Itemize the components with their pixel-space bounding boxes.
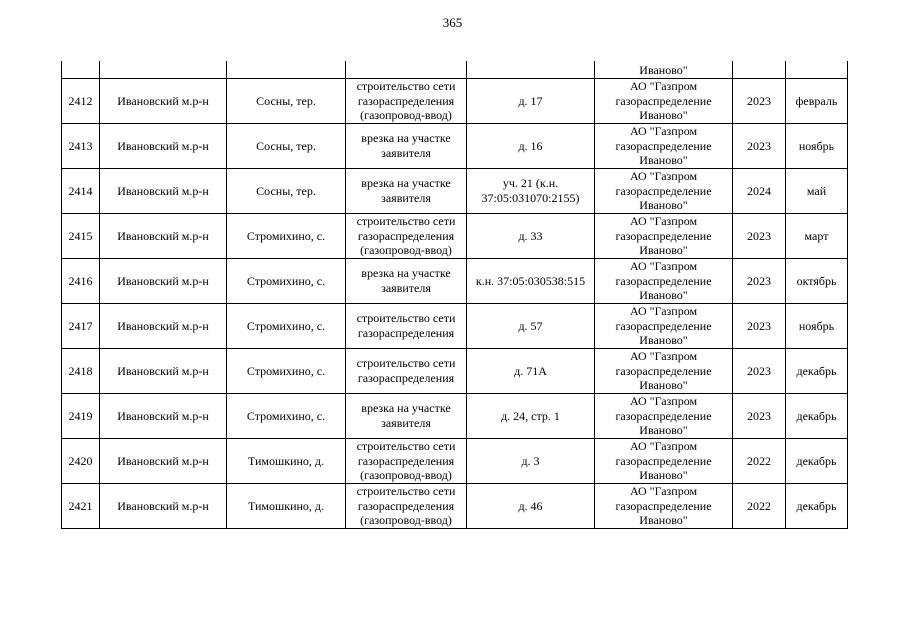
page-number: 365 [442, 15, 463, 30]
year-cell: 2023 [733, 79, 786, 124]
table-row [62, 79, 848, 124]
address-cell: д. 33 [467, 214, 595, 259]
table-row [62, 169, 848, 214]
supplier-cell: АО "Газпром газораспределение Иваново" [595, 394, 733, 439]
row-number: 2416 [62, 259, 100, 304]
cont-month-cell [786, 61, 848, 79]
locality-cell: Стромихино, с. [227, 394, 346, 439]
locality-cell: Стромихино, с. [227, 259, 346, 304]
address-cell: д. 17 [467, 79, 595, 124]
district-cell: Ивановский м.р-н [100, 124, 227, 169]
cont-locality-cell [227, 61, 346, 79]
table-row [62, 349, 848, 394]
district-cell: Ивановский м.р-н [100, 169, 227, 214]
row-number: 2419 [62, 394, 100, 439]
table-row [62, 484, 848, 529]
month-cell: октябрь [786, 259, 848, 304]
year-cell: 2023 [733, 124, 786, 169]
month-cell: декабрь [786, 394, 848, 439]
work-type-cell: врезка на участке заявителя [346, 394, 467, 439]
row-number: 2418 [62, 349, 100, 394]
year-cell: 2024 [733, 169, 786, 214]
row-number: 2415 [62, 214, 100, 259]
locality-cell: Тимошкино, д. [227, 484, 346, 529]
cont-num-cell [62, 61, 100, 79]
district-cell: Ивановский м.р-н [100, 79, 227, 124]
month-cell: февраль [786, 79, 848, 124]
district-cell: Ивановский м.р-н [100, 394, 227, 439]
supplier-cell: АО "Газпром газораспределение Иваново" [595, 169, 733, 214]
table-row [62, 304, 848, 349]
supplier-cell: АО "Газпром газораспределение Иваново" [595, 349, 733, 394]
table-row [62, 259, 848, 304]
supplier-cell: АО "Газпром газораспределение Иваново" [595, 214, 733, 259]
work-type-cell: строительство сети газораспределения (газопровод-ввод) [346, 439, 467, 484]
address-cell: д. 57 [467, 304, 595, 349]
locality-cell: Стромихино, с. [227, 214, 346, 259]
supplier-cell: АО "Газпром газораспределение Иваново" [595, 259, 733, 304]
supplier-cell: АО "Газпром газораспределение Иваново" [595, 439, 733, 484]
supplier-cell: АО "Газпром газораспределение Иваново" [595, 124, 733, 169]
row-number: 2417 [62, 304, 100, 349]
district-cell: Ивановский м.р-н [100, 304, 227, 349]
year-cell: 2023 [733, 259, 786, 304]
address-cell: уч. 21 (к.н. 37:05:031070:2155) [467, 169, 595, 214]
table-row [62, 439, 848, 484]
address-cell: д. 16 [467, 124, 595, 169]
month-cell: май [786, 169, 848, 214]
district-cell: Ивановский м.р-н [100, 349, 227, 394]
address-cell: д. 71А [467, 349, 595, 394]
work-type-cell: строительство сети газораспределения (газопровод-ввод) [346, 79, 467, 124]
work-type-cell: врезка на участке заявителя [346, 124, 467, 169]
locality-cell: Тимошкино, д. [227, 439, 346, 484]
year-cell: 2023 [733, 304, 786, 349]
locality-cell: Стромихино, с. [227, 304, 346, 349]
locality-cell: Сосны, тер. [227, 124, 346, 169]
cont-work-cell [346, 61, 467, 79]
cont-supplier-cell: Иваново" [595, 61, 733, 79]
district-cell: Ивановский м.р-н [100, 214, 227, 259]
work-type-cell: строительство сети газораспределения [346, 349, 467, 394]
row-number: 2414 [62, 169, 100, 214]
year-cell: 2023 [733, 214, 786, 259]
locality-cell: Сосны, тер. [227, 169, 346, 214]
month-cell: декабрь [786, 484, 848, 529]
cont-address-cell [467, 61, 595, 79]
year-cell: 2022 [733, 439, 786, 484]
work-type-cell: строительство сети газораспределения (газопровод-ввод) [346, 214, 467, 259]
work-type-cell: врезка на участке заявителя [346, 259, 467, 304]
continuation-row [62, 61, 848, 79]
row-number: 2421 [62, 484, 100, 529]
cont-year-cell [733, 61, 786, 79]
month-cell: март [786, 214, 848, 259]
district-cell: Ивановский м.р-н [100, 484, 227, 529]
supplier-cell: АО "Газпром газораспределение Иваново" [595, 484, 733, 529]
row-number: 2412 [62, 79, 100, 124]
address-cell: к.н. 37:05:030538:515 [467, 259, 595, 304]
work-type-cell: строительство сети газораспределения [346, 304, 467, 349]
district-cell: Ивановский м.р-н [100, 439, 227, 484]
locality-cell: Стромихино, с. [227, 349, 346, 394]
gasification-table [61, 61, 848, 529]
address-cell: д. 46 [467, 484, 595, 529]
year-cell: 2023 [733, 394, 786, 439]
month-cell: декабрь [786, 439, 848, 484]
row-number: 2420 [62, 439, 100, 484]
address-cell: д. 3 [467, 439, 595, 484]
work-type-cell: врезка на участке заявителя [346, 169, 467, 214]
work-type-cell: строительство сети газораспределения (газопровод-ввод) [346, 484, 467, 529]
month-cell: декабрь [786, 349, 848, 394]
year-cell: 2023 [733, 349, 786, 394]
cont-district-cell [100, 61, 227, 79]
table-row [62, 214, 848, 259]
table-row [62, 124, 848, 169]
table-row [62, 394, 848, 439]
locality-cell: Сосны, тер. [227, 79, 346, 124]
address-cell: д. 24, стр. 1 [467, 394, 595, 439]
year-cell: 2022 [733, 484, 786, 529]
supplier-cell: АО "Газпром газораспределение Иваново" [595, 79, 733, 124]
row-number: 2413 [62, 124, 100, 169]
district-cell: Ивановский м.р-н [100, 259, 227, 304]
month-cell: ноябрь [786, 124, 848, 169]
supplier-cell: АО "Газпром газораспределение Иваново" [595, 304, 733, 349]
month-cell: ноябрь [786, 304, 848, 349]
